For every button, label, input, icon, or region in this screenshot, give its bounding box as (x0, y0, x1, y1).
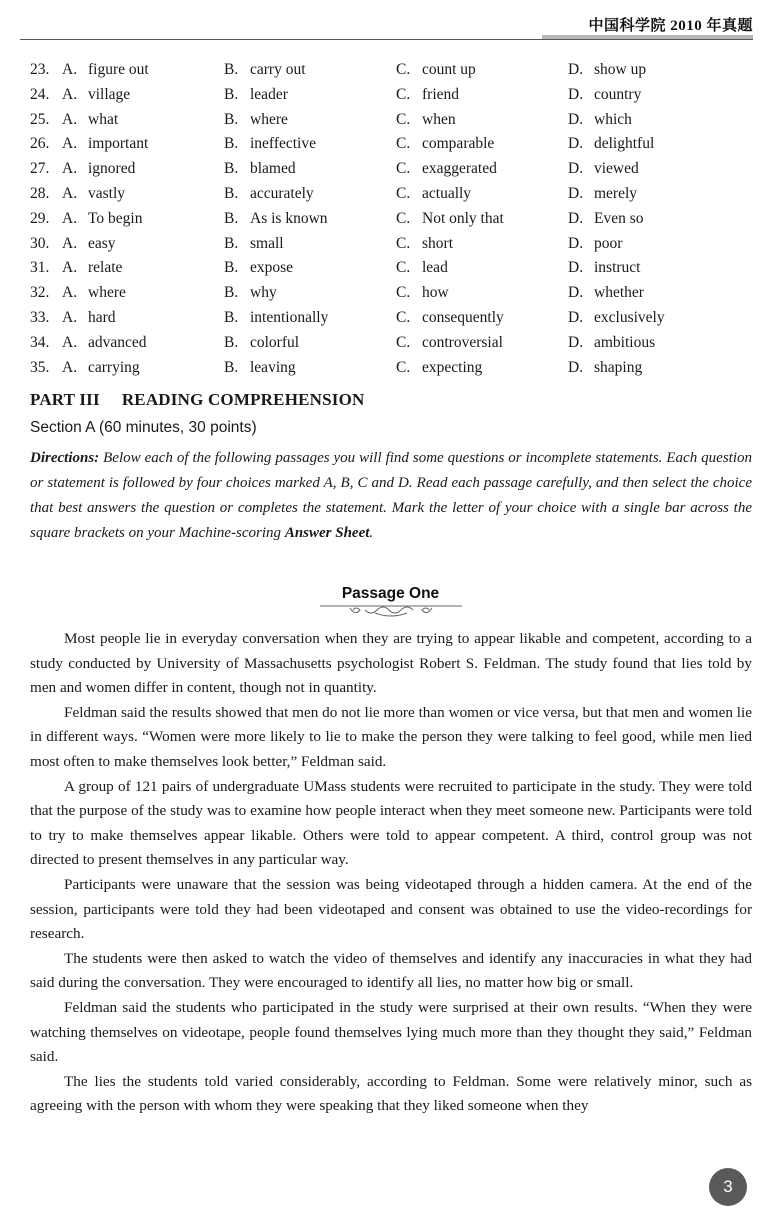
option-c (396, 182, 568, 207)
part-title: READING COMPREHENSION (121, 390, 365, 409)
option-letter: A. (62, 358, 78, 376)
option-b (224, 207, 396, 232)
option-text: where (250, 110, 288, 128)
option-letter: D. (568, 160, 584, 178)
option-d (568, 108, 738, 133)
option-text: delightful (594, 135, 655, 153)
option-c (396, 306, 568, 331)
option-d (568, 232, 738, 257)
passage-paragraph: The students were then asked to watch the video of themselves and identify any inaccuracies in what they had said during the conversation. They were encouraged to identify all lies, no matter how big or small. (30, 949, 752, 992)
option-text: viewed (594, 160, 639, 178)
directions-text: Below each of the following passages you will find some questions or incomplete statements. Each question or statement is followed by four choices marked A, B, C and D. Read each passage carefully, and then select the choice that best answers the question or completes the statement. Mark the letter of your choice with a single bar across the square brackets on your Machine-scoring (30, 450, 752, 541)
question-number: 27. (30, 160, 50, 178)
option-text: figure out (88, 61, 149, 78)
option-text: carrying (88, 358, 140, 376)
header-rule (20, 39, 753, 40)
question-number: 35. (30, 358, 50, 376)
option-text: As is known (250, 209, 328, 227)
option-letter: D. (568, 184, 584, 202)
passage-paragraph: Feldman said the students who participated in the study were surprised at their own results. “When they were watching themselves on videotape, people found themselves lying much more than they thought they said,” Feldman said. (30, 998, 752, 1066)
option-a (62, 83, 224, 108)
question-row (30, 58, 750, 83)
option-text: short (422, 234, 453, 252)
option-letter: A. (62, 184, 78, 202)
option-d (568, 83, 738, 108)
option-d (568, 256, 738, 281)
option-b (224, 356, 396, 381)
option-text: village (88, 85, 131, 103)
option-text: relate (88, 259, 123, 277)
option-text: ignored (88, 160, 136, 178)
passage-body (30, 627, 752, 1119)
question-number: 34. (30, 333, 50, 351)
question-number: 26. (30, 135, 50, 153)
option-letter: D. (568, 61, 584, 78)
question-row (30, 132, 750, 157)
option-a (62, 132, 224, 157)
option-letter: C. (396, 160, 411, 178)
option-letter: B. (224, 234, 239, 252)
passage-paragraph: The lies the students told varied considerably, according to Feldman. Some were relatively minor, such as agreeing with the person with whom they were speaking that they liked someone when they (30, 1072, 752, 1115)
option-b (224, 256, 396, 281)
option-d (568, 306, 738, 331)
option-text: Not only that (422, 209, 504, 227)
option-letter: C. (396, 259, 411, 277)
option-a (62, 256, 224, 281)
option-d (568, 207, 738, 232)
option-letter: B. (224, 85, 239, 103)
option-letter: B. (224, 135, 239, 153)
question-row (30, 157, 750, 182)
option-letter: C. (396, 110, 411, 128)
option-d (568, 331, 738, 356)
option-d (568, 132, 738, 157)
option-a (62, 182, 224, 207)
option-c (396, 207, 568, 232)
option-text: whether (594, 284, 644, 302)
option-text: which (594, 110, 632, 128)
option-d (568, 281, 738, 306)
option-letter: D. (568, 308, 584, 326)
option-c (396, 356, 568, 381)
option-letter: D. (568, 110, 584, 128)
question-row (30, 306, 750, 331)
option-text: To begin (88, 209, 143, 227)
option-b (224, 306, 396, 331)
question-row (30, 83, 750, 108)
directions-answer-sheet: Answer Sheet (284, 525, 370, 541)
option-b (224, 108, 396, 133)
option-text: country (594, 85, 642, 103)
option-letter: C. (396, 184, 411, 202)
ornament-divider-icon (320, 601, 462, 617)
part-label: PART III (30, 390, 100, 409)
option-text: leaving (250, 358, 296, 376)
option-letter: A. (62, 308, 78, 326)
option-text: exclusively (594, 308, 665, 326)
question-row (30, 281, 750, 306)
option-text: small (250, 234, 284, 252)
question-number: 30. (30, 234, 50, 252)
passage-paragraph: Participants were unaware that the session was being videotaped through a hidden camera. At the end of the session, participants were told they had been videotaped and consent was obtained to use the video-recordings for research. (30, 875, 752, 943)
option-letter: C. (396, 209, 411, 227)
option-letter: D. (568, 358, 584, 376)
option-b (224, 281, 396, 306)
option-c (396, 331, 568, 356)
page-number-badge: 3 (709, 1168, 747, 1206)
option-a (62, 331, 224, 356)
answer-options-list (30, 58, 750, 380)
option-letter: A. (62, 333, 78, 351)
option-a (62, 356, 224, 381)
question-number: 31. (30, 259, 50, 277)
option-letter: A. (62, 61, 78, 78)
option-letter: A. (62, 110, 78, 128)
option-c (396, 281, 568, 306)
option-b (224, 83, 396, 108)
option-letter: B. (224, 110, 239, 128)
option-b (224, 331, 396, 356)
option-letter: C. (396, 85, 411, 103)
option-letter: D. (568, 284, 584, 302)
option-letter: B. (224, 209, 239, 227)
option-text: comparable (422, 135, 495, 153)
passage-paragraph: A group of 121 pairs of undergraduate UMass students were recruited to participate in the study. They were told that the purpose of the study was to examine how people interact when they meet someone new. Participants were told to try to make themselves appear likable. Others were told to appear competent. A third, control group was not directed to present themselves in any particular way. (30, 777, 752, 869)
option-letter: A. (62, 209, 78, 227)
option-letter: B. (224, 333, 239, 351)
option-text: controversial (422, 333, 503, 351)
option-letter: B. (224, 284, 239, 302)
option-letter: A. (62, 160, 78, 178)
option-letter: D. (568, 209, 584, 227)
option-letter: B. (224, 259, 239, 277)
option-letter: C. (396, 135, 411, 153)
option-letter: A. (62, 234, 78, 252)
option-c (396, 83, 568, 108)
option-text: ambitious (594, 333, 656, 351)
question-row (30, 182, 750, 207)
option-b (224, 232, 396, 257)
passage-title: Passage One (341, 585, 440, 602)
option-c (396, 157, 568, 182)
option-letter: C. (396, 61, 411, 78)
option-text: exaggerated (422, 160, 497, 178)
option-text: friend (422, 85, 460, 103)
option-letter: C. (396, 284, 411, 302)
option-text: merely (594, 184, 638, 202)
option-letter: C. (396, 333, 411, 351)
option-text: blamed (250, 160, 296, 178)
option-text: hard (88, 308, 116, 326)
question-row (30, 232, 750, 257)
directions-end: . (369, 525, 374, 541)
option-letter: D. (568, 259, 584, 277)
option-text: advanced (88, 333, 147, 351)
option-letter: D. (568, 85, 584, 103)
option-b (224, 157, 396, 182)
option-letter: C. (396, 234, 411, 252)
option-a (62, 207, 224, 232)
question-row (30, 356, 750, 381)
option-letter: A. (62, 259, 78, 277)
option-a (62, 157, 224, 182)
option-text: instruct (594, 259, 641, 277)
option-text: count up (422, 61, 476, 78)
option-letter: C. (396, 358, 411, 376)
option-letter: D. (568, 234, 584, 252)
option-text: consequently (422, 308, 504, 326)
option-c (396, 58, 568, 83)
question-number: 33. (30, 308, 50, 326)
question-row (30, 331, 750, 356)
passage-paragraph: Feldman said the results showed that men do not lie more than women or vice versa, but that men and women lie in different ways. “Women were more likely to lie to make the person they were talking to feel good, while men lied most often to make themselves look better,” Feldman said. (30, 703, 752, 770)
option-text: colorful (250, 333, 300, 351)
question-row (30, 256, 750, 281)
option-d (568, 58, 738, 83)
option-text: vastly (88, 184, 126, 202)
option-letter: B. (224, 61, 239, 78)
option-letter: D. (568, 333, 584, 351)
option-b (224, 182, 396, 207)
option-letter: B. (224, 358, 239, 376)
option-letter: D. (568, 135, 584, 153)
question-number: 23. (30, 61, 50, 78)
option-c (396, 232, 568, 257)
option-letter: A. (62, 135, 78, 153)
option-text: why (250, 284, 277, 302)
option-c (396, 132, 568, 157)
part-heading (30, 390, 365, 410)
option-b (224, 58, 396, 83)
option-text: carry out (250, 61, 306, 78)
option-text: ineffective (250, 135, 316, 153)
question-number: 28. (30, 184, 50, 202)
option-text: shaping (594, 358, 643, 376)
question-row (30, 207, 750, 232)
option-text: easy (88, 234, 116, 252)
option-text: show up (594, 61, 647, 78)
option-text: Even so (594, 209, 644, 227)
question-number: 24. (30, 85, 50, 103)
option-text: accurately (250, 184, 314, 202)
option-text: important (88, 135, 149, 153)
option-a (62, 306, 224, 331)
question-number: 32. (30, 284, 50, 302)
option-c (396, 256, 568, 281)
passage-paragraph: Most people lie in everyday conversation when they are trying to appear likable and competent, according to a study conducted by University of Massachusetts psychologist Robert S. Feldman. The study found that lies told by men and women differ in content, though not in quantity. (30, 630, 752, 697)
option-text: what (88, 110, 119, 128)
header-title: 中国科学院 2010 年真题 (588, 18, 753, 34)
option-d (568, 157, 738, 182)
option-letter: C. (396, 308, 411, 326)
option-d (568, 182, 738, 207)
question-number: 25. (30, 110, 50, 128)
section-heading: Section A (60 minutes, 30 points) (30, 419, 257, 436)
option-text: when (422, 110, 456, 128)
option-b (224, 132, 396, 157)
option-text: expose (250, 259, 294, 277)
option-text: leader (250, 85, 288, 103)
option-a (62, 108, 224, 133)
option-letter: B. (224, 308, 239, 326)
option-a (62, 58, 224, 83)
option-c (396, 108, 568, 133)
option-letter: A. (62, 85, 78, 103)
option-letter: B. (224, 184, 239, 202)
option-a (62, 232, 224, 257)
option-text: lead (422, 259, 448, 277)
directions (30, 446, 752, 546)
option-text: where (88, 284, 126, 302)
option-text: expecting (422, 358, 483, 376)
option-text: poor (594, 234, 623, 252)
question-number: 29. (30, 209, 50, 227)
option-text: intentionally (250, 308, 329, 326)
option-d (568, 356, 738, 381)
directions-label: Directions: (30, 450, 100, 466)
question-row (30, 108, 750, 133)
option-text: actually (422, 184, 472, 202)
option-letter: B. (224, 160, 239, 178)
option-a (62, 281, 224, 306)
option-letter: A. (62, 284, 78, 302)
option-text: how (422, 284, 449, 302)
